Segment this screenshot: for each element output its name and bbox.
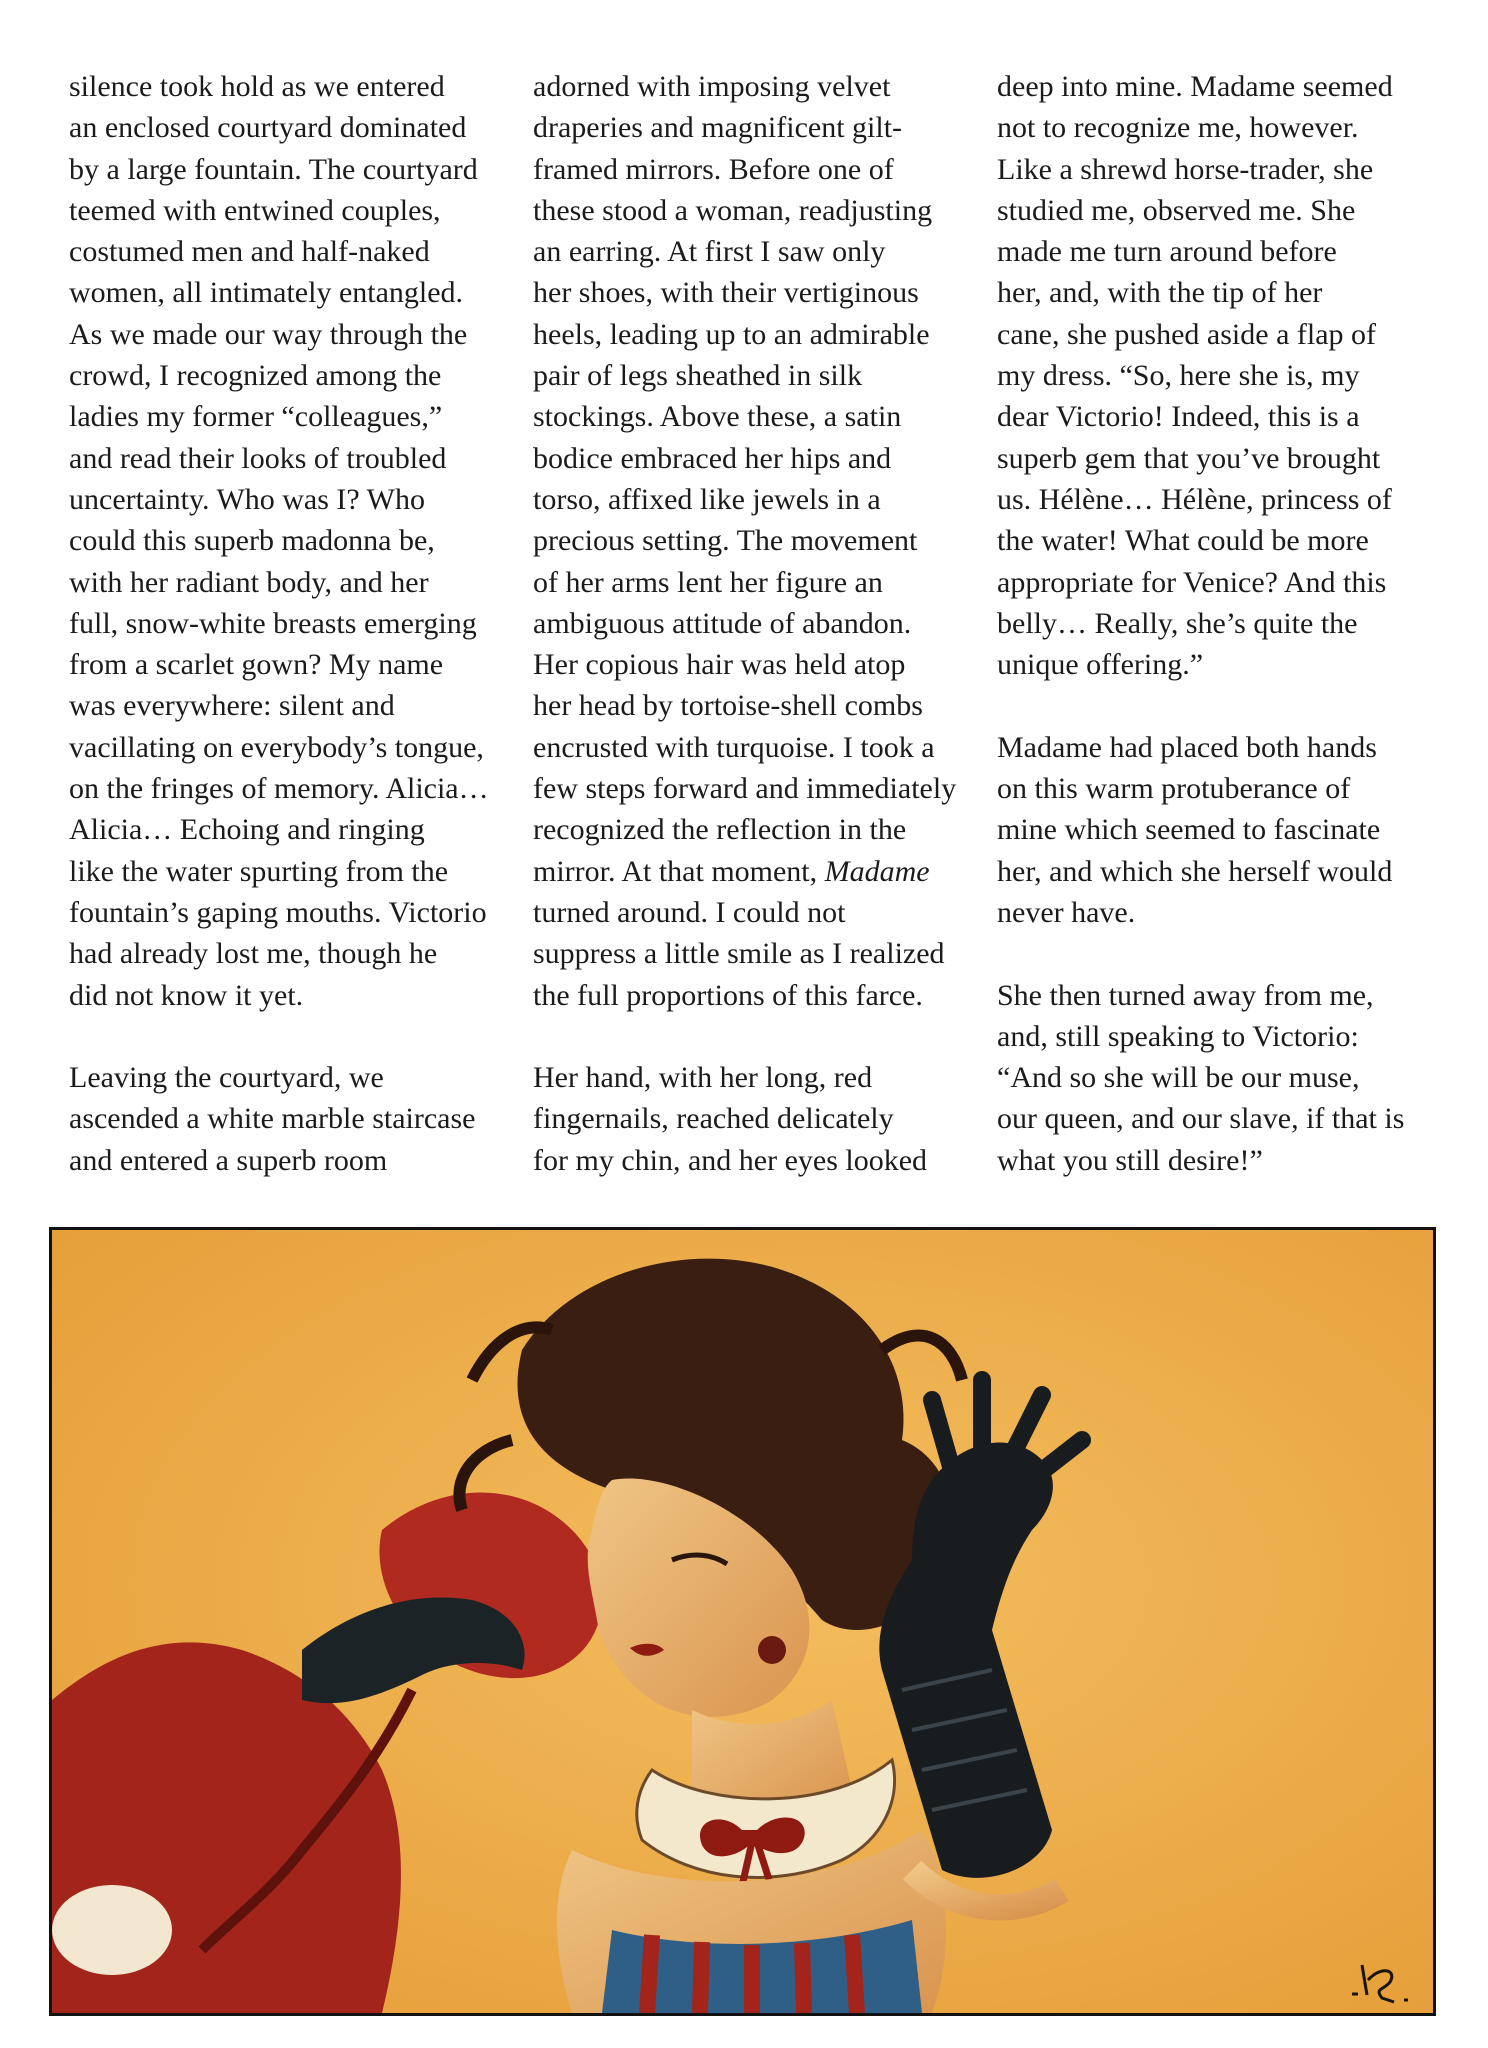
- text-line: recognized the reflection in the: [533, 813, 907, 847]
- paragraph: [997, 66, 1437, 685]
- text-line: “And so she will be our muse,: [997, 1061, 1360, 1095]
- text-line: with her radiant body, and her: [69, 565, 429, 599]
- paragraph: [533, 66, 973, 1016]
- earring: [758, 1636, 786, 1664]
- text-line: Madame had placed both hands: [997, 730, 1377, 764]
- text-line: Alicia… Echoing and ringing: [69, 813, 425, 847]
- text-line: never have.: [997, 895, 1136, 929]
- text-line: adorned with imposing velvet: [533, 70, 891, 103]
- text-line: Leaving the courtyard, we: [69, 1061, 384, 1095]
- text-line: the full proportions of this farce.: [533, 978, 923, 1012]
- text-line: and read their looks of troubled: [69, 441, 447, 475]
- text-line: stockings. Above these, a satin: [533, 400, 902, 434]
- text-line: had already lost me, though he: [69, 937, 438, 971]
- text-line: teemed with entwined couples,: [69, 193, 441, 227]
- text-line: heels, leading up to an admirable: [533, 317, 930, 351]
- text-line: appropriate for Venice? And this: [997, 565, 1387, 599]
- text-line: her shoes, with their vertiginous: [533, 276, 919, 310]
- text-line: bodice embraced her hips and: [533, 441, 892, 475]
- text-line: these stood a woman, readjusting: [533, 193, 933, 227]
- text-line: our queen, and our slave, if that is: [997, 1102, 1405, 1136]
- text-line: deep into mine. Madame seemed: [997, 70, 1393, 103]
- text-line: studied me, observed me. She: [997, 193, 1356, 227]
- text-line: ladies my former “colleagues,”: [69, 400, 443, 434]
- text-line: us. Hélène… Hélène, princess of: [997, 482, 1392, 516]
- paragraph: [69, 1057, 509, 1181]
- text-line: an earring. At first I saw only: [533, 235, 886, 269]
- text-line: vacillating on everybody’s tongue,: [69, 730, 484, 764]
- text-line: for my chin, and her eyes looked: [533, 1143, 928, 1177]
- text-line: my dress. “So, here she is, my: [997, 359, 1360, 393]
- text-line: unique offering.”: [997, 648, 1204, 682]
- text-line: fountain’s gaping mouths. Victorio: [69, 895, 487, 929]
- text-line: costumed men and half-naked: [69, 235, 430, 269]
- text-line: few steps forward and immediately: [533, 772, 957, 806]
- text-line: an enclosed courtyard dominated: [69, 111, 467, 145]
- text-line: and entered a superb room: [69, 1143, 388, 1177]
- text-line: mine which seemed to fascinate: [997, 813, 1381, 847]
- text-line: precious setting. The movement: [533, 524, 918, 558]
- text-column-1: [69, 66, 509, 1181]
- paragraph: [997, 727, 1437, 933]
- text-line: torso, affixed like jewels in a: [533, 482, 881, 516]
- text-line: what you still desire!”: [997, 1143, 1263, 1177]
- text-line: her, and, with the tip of her: [997, 276, 1323, 310]
- text-line: ambiguous attitude of abandon.: [533, 606, 912, 640]
- text-line: silence took hold as we entered: [69, 70, 445, 103]
- paragraph: [69, 66, 509, 1016]
- text-line: turned around. I could not: [533, 895, 846, 929]
- text-line: mirror. At that moment, Madame: [533, 854, 930, 888]
- text-line: belly… Really, she’s quite the: [997, 606, 1358, 640]
- text-line: ascended a white marble staircase: [69, 1102, 476, 1136]
- emphasis: Madame: [824, 854, 930, 888]
- text-line: Like a shrewd horse-trader, she: [997, 152, 1374, 186]
- illustration-panel: [49, 1227, 1436, 2016]
- text-line: her, and which she herself would: [997, 854, 1393, 888]
- text-line: dear Victorio! Indeed, this is a: [997, 400, 1360, 434]
- text-line: of her arms lent her figure an: [533, 565, 883, 599]
- text-line: like the water spurting from the: [69, 854, 449, 888]
- text-line: fingernails, reached delicately: [533, 1102, 894, 1136]
- text-line: made me turn around before: [997, 235, 1337, 269]
- text-line: suppress a little smile as I realized: [533, 937, 945, 971]
- watercolor-illustration: [52, 1230, 1433, 2013]
- text-line: full, snow-white breasts emerging: [69, 606, 477, 640]
- text-line: her head by tortoise-shell combs: [533, 689, 923, 723]
- text-line: uncertainty. Who was I? Who: [69, 482, 426, 516]
- text-line: was everywhere: silent and: [69, 689, 395, 723]
- text-line: on this warm protuberance of: [997, 772, 1351, 806]
- text-line: encrusted with turquoise. I took a: [533, 730, 935, 764]
- text-line: by a large fountain. The courtyard: [69, 152, 478, 186]
- text-line: crowd, I recognized among the: [69, 359, 442, 393]
- text-line: draperies and magnificent gilt-: [533, 111, 903, 145]
- text-line: on the fringes of memory. Alicia…: [69, 772, 489, 806]
- paragraph: [997, 975, 1437, 1181]
- text-line: women, all intimately entangled.: [69, 276, 464, 310]
- text-line: framed mirrors. Before one of: [533, 152, 894, 186]
- text-line: cane, she pushed aside a flap of: [997, 317, 1377, 351]
- text-line: pair of legs sheathed in silk: [533, 359, 863, 393]
- text-column-3: [997, 66, 1437, 1181]
- paragraph: [533, 1057, 973, 1181]
- text-line: did not know it yet.: [69, 978, 304, 1012]
- text-line: Her hand, with her long, red: [533, 1061, 873, 1095]
- text-line: the water! What could be more: [997, 524, 1369, 558]
- text-column-2: [533, 66, 973, 1181]
- text-line: She then turned away from me,: [997, 978, 1374, 1012]
- white-sleeve: [52, 1885, 172, 1975]
- text-line: and, still speaking to Victorio:: [997, 1019, 1359, 1053]
- text-line: from a scarlet gown? My name: [69, 648, 444, 682]
- text-line: Her copious hair was held atop: [533, 648, 906, 682]
- text-line: As we made our way through the: [69, 317, 468, 351]
- text-line: not to recognize me, however.: [997, 111, 1359, 145]
- text-line: superb gem that you’ve brought: [997, 441, 1381, 475]
- text-line: could this superb madonna be,: [69, 524, 435, 558]
